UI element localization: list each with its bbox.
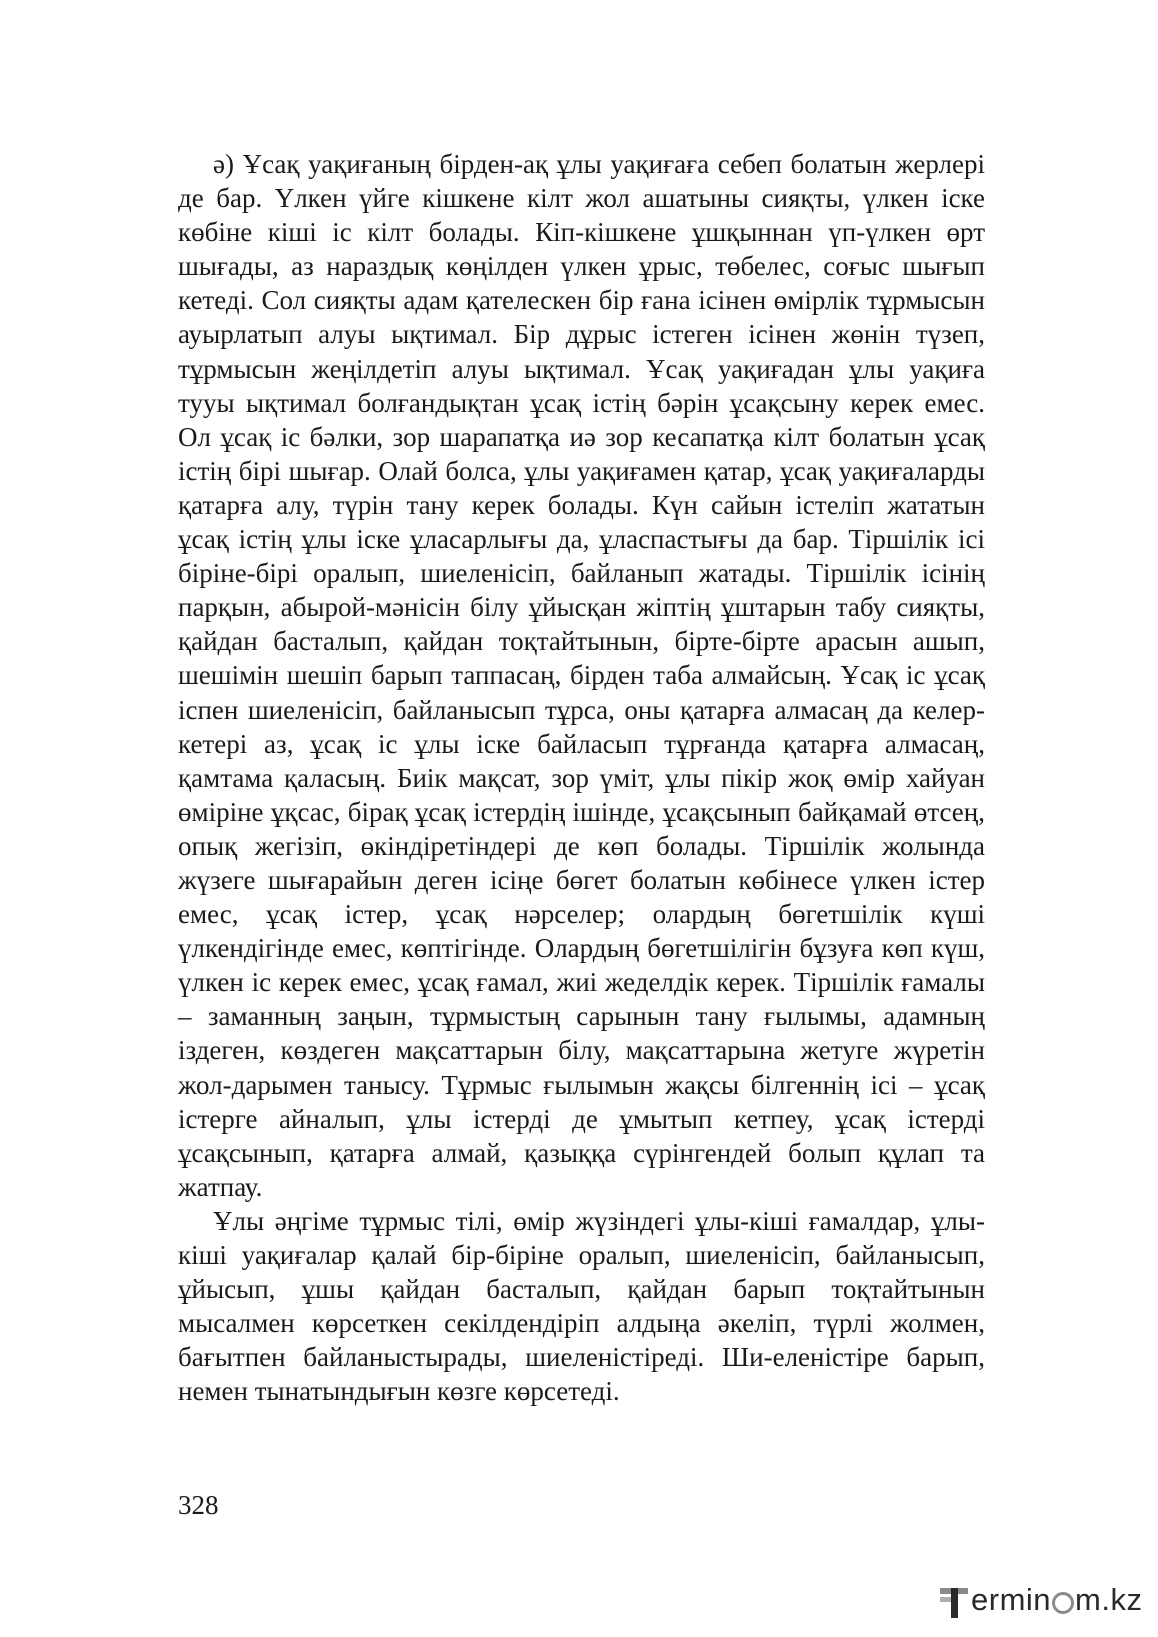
paragraph-1: ә) Ұсақ уақиғаның бірден-ақ ұлы уақиғаға себеп болатын жерлері де бар. Үлкен үйге кішкене кілт жол ашатыны сияқты, үлкен іске көбіне кіші іс кілт болады. Кіп-кішкене ұшқыннан үп-үлкен өрт шығады, аз нараздық көңілден үлкен ұрыс, төбелес, соғыс шығып кетеді. Сол сияқты адам қателескен бір ғана ісінен өмірлік тұрмысын ауырлатып алуы ықтимал. Бір дұрыс істеген ісінен жөнін түзеп, тұрмысын жеңілдетіп алуы ықтимал. Ұсақ уақиғадан ұлы уақиға тууы ықтимал болғандықтан ұсақ істің бәрін ұсақсыну керек емес. Ол ұсақ іс бәлки, зор шарапатқа иә зор кесапатқа кілт болатын ұсақ істің бірі шығар. Олай болса, ұлы уақиғамен қатар, ұсақ уақиғаларды қатарға алу, түрін тану керек болады. Күн сайын істеліп жататын ұсақ істің ұлы іске ұласарлығы да, ұласпастығы да бар. Тіршілік ісі біріне-бірі оралып, шиеленісіп, байланып жатады. Тіршілік ісінің парқын, абырой-мәнісін білу ұйысқан жіптің ұштарын табу сияқты, қайдан басталып, қайдан тоқтайтынын, бірте-бірте арасын ашып, шешімін шешіп барып таппасаң, бірден таба алмайсың. Ұсақ іс ұсақ іспен шиеленісіп, байланысып тұрса, оны қатарға алмасаң да келер-кетері аз, ұсақ іс ұлы іске байласып тұрғанда қатарға алмасаң, қамтама қаласың. Биік мақсат, зор үміт, ұлы пікір жоқ өмір хайуан өміріне ұқсас, бірақ ұсақ істердің ішінде, ұсақсынып байқамай өтсең, опық жегізіп, өкіндіретіндері де көп болады. Тіршілік жолында жүзеге шығарайын деген ісіңе бөгет болатын көбінесе үлкен істер емес, ұсақ істер, ұсақ нәрселер; олардың бөгетшілік күші үлкендігінде емес, көптігінде. Олардың бөгетшілігін бұзуға көп күш, үлкен іс керек емес, ұсақ ғамал, жиі жеделдік керек. Тіршілік ғамалы – заманның заңын, тұрмыстың сарынын тану ғылымы, адамның іздеген, көздеген мақсаттарын білу, мақсаттарына жетуге жүретін жол-дарымен танысу. Тұрмыс ғылымын жақсы білгеннің ісі – ұсақ істерге айналып, ұлы істерді де ұмытып кетпеу, ұсақ істерді ұсақсынып, қатарға алмай, қазыққа сүрінгендей болып құлап та жатпау. [178, 149, 985, 1202]
watermark-logo [940, 1578, 1142, 1618]
body-text [178, 147, 985, 1408]
page-number: 328 [178, 1490, 219, 1520]
watermark-text-end: m.kz [1075, 1582, 1143, 1617]
watermark-text-start: ermin [971, 1582, 1052, 1617]
t-logo-icon [940, 1582, 970, 1618]
paragraph-2: Ұлы әңгіме тұрмыс тілі, өмір жүзіндегі ұлы-кіші ғамалдар, ұлы-кіші уақиғалар қалай бір-біріне оралып, шиеленісіп, байланысып, ұйысып, ұшы қайдан басталып, қайдан барып тоқтайтынын мысалмен көрсеткен секілдендіріп алдыңа әкеліп, түрлі жолмен, бағытпен байланыстырады, шиеленістіреді. Ши-еленістіре барып, немен тынатындығын көзге көрсетеді. [178, 1205, 985, 1407]
o-circle-icon [1052, 1592, 1074, 1614]
